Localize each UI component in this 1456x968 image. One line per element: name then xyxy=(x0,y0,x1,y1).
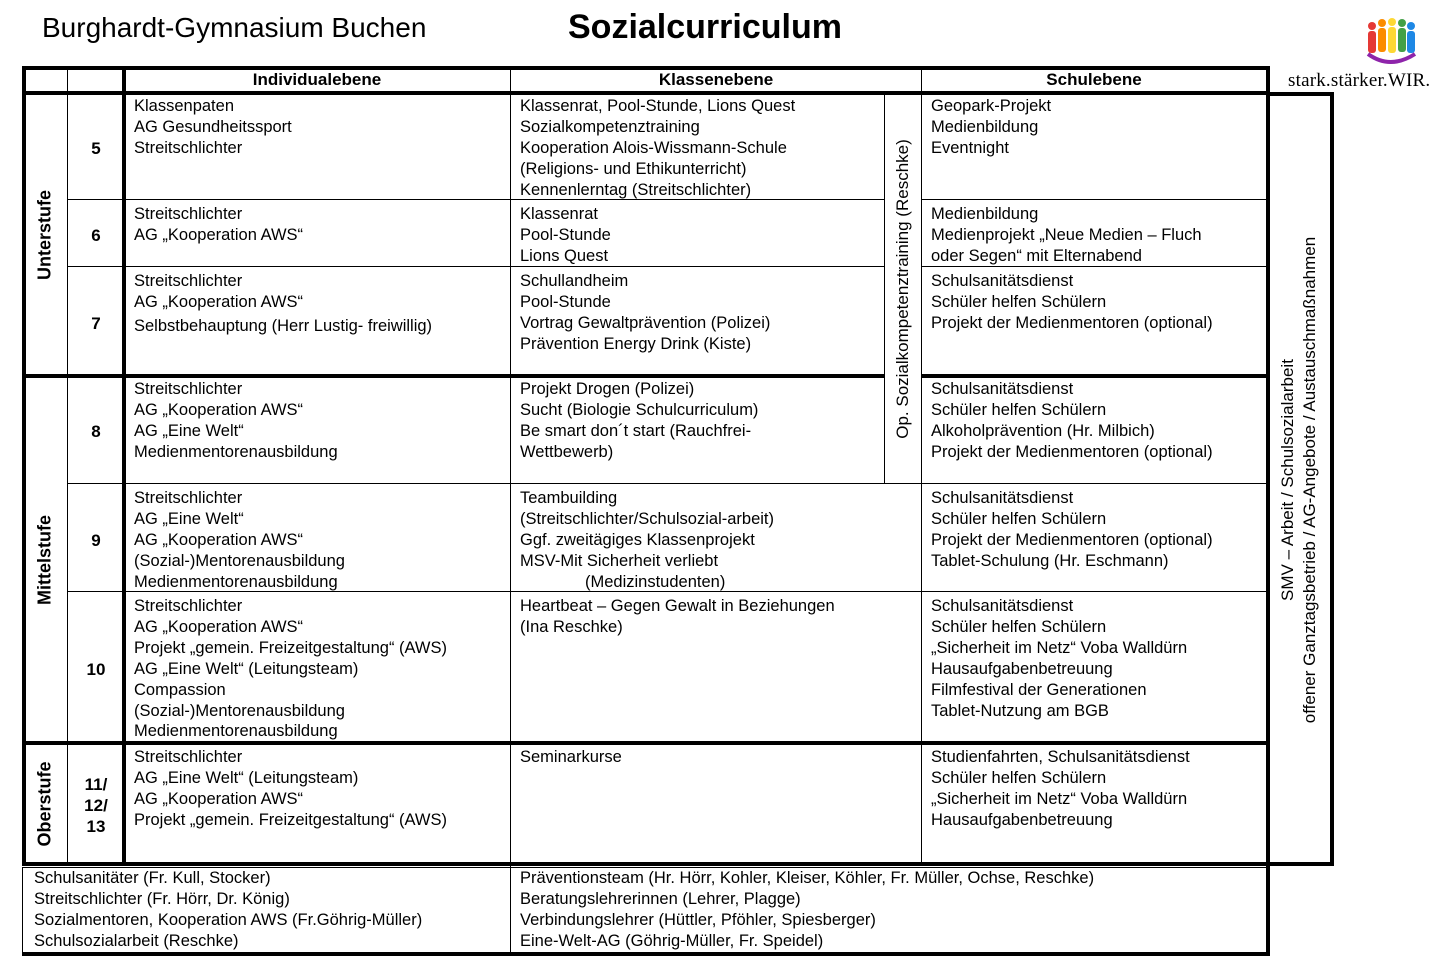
cell-individual-8: Streitschlichter AG „Kooperation AWS“ AG „Eine Welt“ Medienmentorenausbildung xyxy=(134,380,338,461)
cell-schule-oberstufe: Studienfahrten, Schulsanitätsdienst Schüler helfen Schülern „Sicherheit im Netz“ Voba Walldürn Hausaufgabenbetreuung xyxy=(931,748,1190,829)
cell-schule-7: Schulsanitätsdienst Schüler helfen Schülern Projekt der Medienmentoren (optional) xyxy=(931,272,1213,332)
cell-klasse-8: Projekt Drogen (Polizei) Sucht (Biologie Schulcurriculum) Be smart don´t start (Rauchfrei- Wettbewerb) xyxy=(520,380,759,461)
side-label-smv-line1: SMV – Arbeit / Schulsozialarbeit xyxy=(1278,359,1297,601)
cell-schule-9: Schulsanitätsdienst Schüler helfen Schülern Projekt der Medienmentoren (optional) Tablet-Schulung (Hr. Eschmann) xyxy=(931,489,1213,570)
footer-left-list: Schulsanitäter (Fr. Kull, Stocker) Streitschlichter (Fr. Hörr, Dr. König) Sozialmentoren, Kooperation AWS (Fr.Göhrig-Müller) Schulsozialarbeit (Reschke) xyxy=(34,869,423,950)
cell-klasse-10: Heartbeat – Gegen Gewalt in Beziehungen (Ina Reschke) xyxy=(520,597,835,636)
cell-klasse-9: Teambuilding (Streitschlichter/Schulsozial-arbeit) Ggf. zweitägiges Klassenprojekt MSV-Mit Sicherheit verliebt (Medizinstudenten) xyxy=(520,489,775,591)
logo-slogan: stark.stärker.WIR. xyxy=(1288,70,1431,91)
grade-label: 9 xyxy=(91,531,101,550)
grade-label: 7 xyxy=(91,314,101,333)
school-name: Burghardt-Gymnasium Buchen xyxy=(42,12,427,43)
cell-individual-10: Streitschlichter AG „Kooperation AWS“ Projekt „gemein. Freizeitgestaltung“ (AWS) AG „Eine Welt“ (Leitungsteam) Compassion (Sozial-)Mentorenausbildung Medienmentorenausbildung xyxy=(134,597,447,741)
grade-label: 10 xyxy=(86,660,106,679)
cell-klasse-5: Klassenrat, Pool-Stunde, Lions Quest Sozialkompetenztraining Kooperation Alois-Wissmann-Schule (Religions- und Ethikunterricht) Kennenlerntag (Streitschlichter) xyxy=(520,97,796,199)
grade-label: 5 xyxy=(91,139,101,158)
cell-schule-6: Medienbildung Medienprojekt „Neue Medien – Fluch oder Segen“ mit Elternabend xyxy=(931,205,1202,265)
grade-label: 8 xyxy=(91,422,101,441)
stufe-label-oberstufe: Oberstufe xyxy=(34,761,55,847)
footer-right-list: Präventionsteam (Hr. Hörr, Kohler, Kleiser, Köhler, Fr. Müller, Ochse, Reschke) Beratungslehrerinnen (Lehrer, Plagge) Verbindungslehrer (Hüttler, Pföhler, Spiesberger) Eine-Welt-AG (Göhrig-Müller, Fr. Speidel) xyxy=(520,869,1095,950)
stufe-label-mittelstufe: Mittelstufe xyxy=(34,515,55,605)
cell-klasse-6: Klassenrat Pool-Stunde Lions Quest xyxy=(520,205,611,265)
side-label-sozialkompetenztraining: Op. Sozialkompetenztraining (Reschke) xyxy=(893,139,912,439)
page-title: Sozialcurriculum xyxy=(568,8,842,46)
cell-klasse-oberstufe: Seminarkurse xyxy=(520,748,622,766)
side-label-smv xyxy=(1277,237,1321,723)
stufe-label-unterstufe: Unterstufe xyxy=(34,189,55,281)
cell-klasse-7: Schullandheim Pool-Stunde Vortrag Gewaltprävention (Polizei) Prävention Energy Drink (Kiste) xyxy=(520,272,771,353)
column-header-schule: Schulebene xyxy=(1046,70,1142,89)
cell-individual-5: Klassenpaten AG Gesundheitssport Streitschlichter xyxy=(134,97,292,157)
group-of-people-icon xyxy=(1362,14,1418,70)
cell-schule-8: Schulsanitätsdienst Schüler helfen Schülern Alkoholprävention (Hr. Milbich) Projekt der Medienmentoren (optional) xyxy=(931,380,1213,461)
grade-label: 6 xyxy=(91,226,101,245)
column-header-individual: Individualebene xyxy=(252,70,382,89)
cell-individual-oberstufe: Streitschlichter AG „Eine Welt“ (Leitungsteam) AG „Kooperation AWS“ Projekt „gemein. Freizeitgestaltung“ (AWS) xyxy=(134,748,447,829)
cell-individual-7: Streitschlichter AG „Kooperation AWS“ Selbstbehauptung (Herr Lustig- freiwillig) xyxy=(134,272,433,335)
cell-schule-5: Geopark-Projekt Medienbildung Eventnight xyxy=(931,97,1052,157)
side-label-smv-line2: offener Ganztagsbetrieb / AG-Angebote / Austauschmaßnahmen xyxy=(1300,236,1319,724)
grade-label: 11/ 12/ 13 xyxy=(84,775,108,836)
cell-individual-9: Streitschlichter AG „Eine Welt“ AG „Kooperation AWS“ (Sozial-)Mentorenausbildung Medienmentorenausbildung xyxy=(134,489,345,591)
column-header-klasse: Klassenebene xyxy=(658,70,774,89)
cell-schule-10: Schulsanitätsdienst Schüler helfen Schülern „Sicherheit im Netz“ Voba Walldürn Hausaufgabenbetreuung Filmfestival der Generationen Tablet-Nutzung am BGB xyxy=(931,597,1188,720)
cell-individual-6: Streitschlichter AG „Kooperation AWS“ xyxy=(134,205,304,244)
